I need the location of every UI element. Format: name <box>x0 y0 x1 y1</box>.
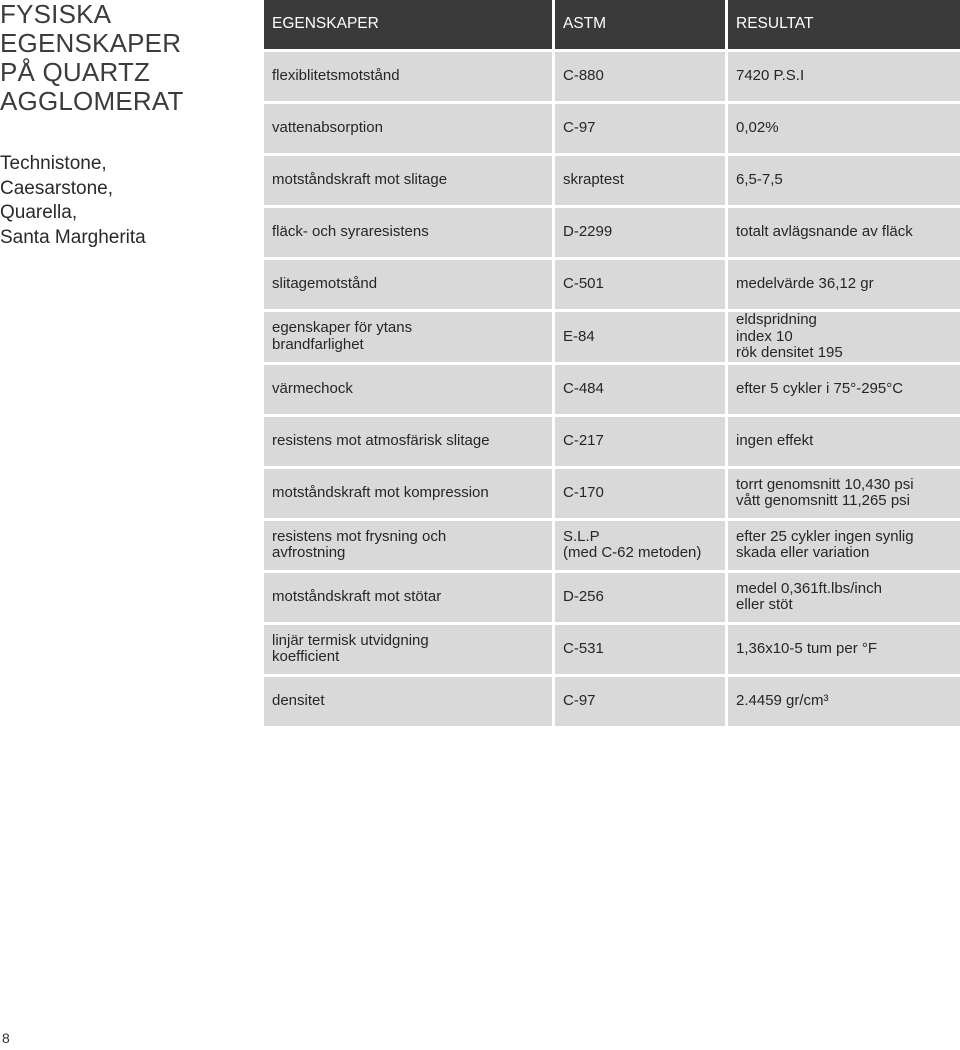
left-panel <box>0 0 258 248</box>
cell-text: rök densitet 195 <box>736 344 843 361</box>
page-number: 8 <box>2 1030 10 1046</box>
table-row <box>264 625 960 677</box>
property-cell <box>264 677 555 729</box>
table-row <box>264 312 960 365</box>
property-cell <box>264 573 555 625</box>
cell-text: 0,02% <box>736 119 779 137</box>
table-row <box>264 677 960 729</box>
astm-cell <box>555 312 728 365</box>
cell-text: D-256 <box>563 587 604 605</box>
property-cell <box>264 365 555 417</box>
property-cell <box>264 52 555 104</box>
cell-text: 1,36x10-5 tum per °F <box>736 639 878 657</box>
cell-text: torrt genomsnitt 10,430 psi <box>736 475 914 493</box>
title-line: EGENSKAPER <box>0 28 182 58</box>
result-cell <box>728 469 960 521</box>
cell-text: koefficient <box>272 648 340 665</box>
cell-text: slitagemotstånd <box>272 275 378 293</box>
cell-text: skraptest <box>563 171 624 189</box>
table-row <box>264 365 960 417</box>
cell-text: densitet <box>272 691 325 709</box>
result-cell <box>728 208 960 260</box>
result-cell <box>728 104 960 156</box>
table-row <box>264 521 960 573</box>
result-cell <box>728 52 960 104</box>
result-cell <box>728 365 960 417</box>
result-cell <box>728 625 960 677</box>
astm-cell <box>555 625 728 677</box>
cell-text: 2.4459 gr/cm³ <box>736 691 829 709</box>
cell-text: 7420 P.S.I <box>736 67 805 85</box>
brand-name: Technistone, <box>0 153 107 174</box>
result-cell <box>728 260 960 312</box>
brand-name: Quarella, <box>0 202 78 223</box>
cell-text: C-97 <box>563 691 596 709</box>
cell-text: egenskaper för ytans <box>272 319 413 337</box>
property-cell <box>264 312 555 365</box>
cell-text: fläck- och syraresistens <box>272 223 429 241</box>
page-title <box>0 0 258 116</box>
cell-text: C-484 <box>563 379 604 397</box>
result-cell <box>728 156 960 208</box>
cell-text: C-170 <box>563 483 604 501</box>
cell-text: S.L.P <box>563 527 600 545</box>
cell-text: vattenabsorption <box>272 119 383 137</box>
title-line: PÅ QUARTZ <box>0 57 151 87</box>
cell-text: medel 0,361ft.lbs/inch <box>736 579 882 597</box>
cell-text: ingen effekt <box>736 431 814 449</box>
cell-text: 6,5-7,5 <box>736 171 783 189</box>
astm-cell <box>555 208 728 260</box>
astm-cell <box>555 677 728 729</box>
brand-list <box>0 152 146 250</box>
property-cell <box>264 208 555 260</box>
result-cell <box>728 417 960 469</box>
astm-cell <box>555 365 728 417</box>
title-line: AGGLOMERAT <box>0 86 184 116</box>
property-cell <box>264 469 555 521</box>
cell-text: index 10 <box>736 327 793 345</box>
table-row <box>264 417 960 469</box>
cell-text: efter 25 cykler ingen synlig <box>736 527 914 545</box>
table-body <box>264 52 960 729</box>
properties-table <box>264 0 960 729</box>
table-row <box>264 156 960 208</box>
result-cell <box>728 312 960 365</box>
title-line: FYSISKA <box>0 0 112 29</box>
property-cell <box>264 521 555 573</box>
astm-cell <box>555 469 728 521</box>
cell-text: motståndskraft mot slitage <box>272 171 448 189</box>
cell-text: C-217 <box>563 431 604 449</box>
property-cell <box>264 156 555 208</box>
astm-cell <box>555 573 728 625</box>
cell-text: eldspridning <box>736 311 817 328</box>
cell-text: värmechock <box>272 379 353 397</box>
cell-text: C-501 <box>563 275 604 293</box>
property-cell <box>264 104 555 156</box>
astm-cell <box>555 52 728 104</box>
cell-text: linjär termisk utvidgning <box>272 631 429 649</box>
table-header-row <box>264 0 960 52</box>
cell-text: medelvärde 36,12 gr <box>736 275 874 293</box>
result-cell <box>728 573 960 625</box>
header-resultat: RESULTAT <box>728 0 960 52</box>
cell-text: eller stöt <box>736 596 793 613</box>
cell-text: totalt avlägsnande av fläck <box>736 223 913 241</box>
property-cell <box>264 625 555 677</box>
astm-cell <box>555 156 728 208</box>
property-cell <box>264 260 555 312</box>
cell-text: C-97 <box>563 119 596 137</box>
cell-text: C-880 <box>563 67 604 85</box>
astm-cell <box>555 417 728 469</box>
table-row <box>264 208 960 260</box>
cell-text: resistens mot frysning och <box>272 527 447 545</box>
table-row <box>264 260 960 312</box>
cell-text: skada eller variation <box>736 544 870 561</box>
astm-cell <box>555 104 728 156</box>
table-row <box>264 52 960 104</box>
astm-cell <box>555 260 728 312</box>
cell-text: C-531 <box>563 639 604 657</box>
cell-text: avfrostning <box>272 544 346 561</box>
astm-cell <box>555 521 728 573</box>
cell-text: vått genomsnitt 11,265 psi <box>736 492 910 509</box>
brand-name: Santa Margherita <box>0 226 146 248</box>
cell-text: resistens mot atmosfärisk slitage <box>272 431 490 449</box>
cell-text: D-2299 <box>563 223 613 241</box>
table-row <box>264 104 960 156</box>
property-cell <box>264 417 555 469</box>
table-row <box>264 469 960 521</box>
cell-text: E-84 <box>563 327 595 345</box>
cell-text: motståndskraft mot stötar <box>272 587 442 605</box>
cell-text: (med C-62 metoden) <box>563 544 702 561</box>
result-cell <box>728 677 960 729</box>
cell-text: motståndskraft mot kompression <box>272 483 489 501</box>
cell-text: efter 5 cykler i 75°-295°C <box>736 379 904 397</box>
result-cell <box>728 521 960 573</box>
table-row <box>264 573 960 625</box>
brand-name: Caesarstone, <box>0 177 114 199</box>
cell-text: flexiblitetsmotstånd <box>272 67 400 85</box>
header-egenskaper: EGENSKAPER <box>264 0 555 52</box>
cell-text: brandfarlighet <box>272 335 364 353</box>
header-astm: ASTM <box>555 0 728 52</box>
